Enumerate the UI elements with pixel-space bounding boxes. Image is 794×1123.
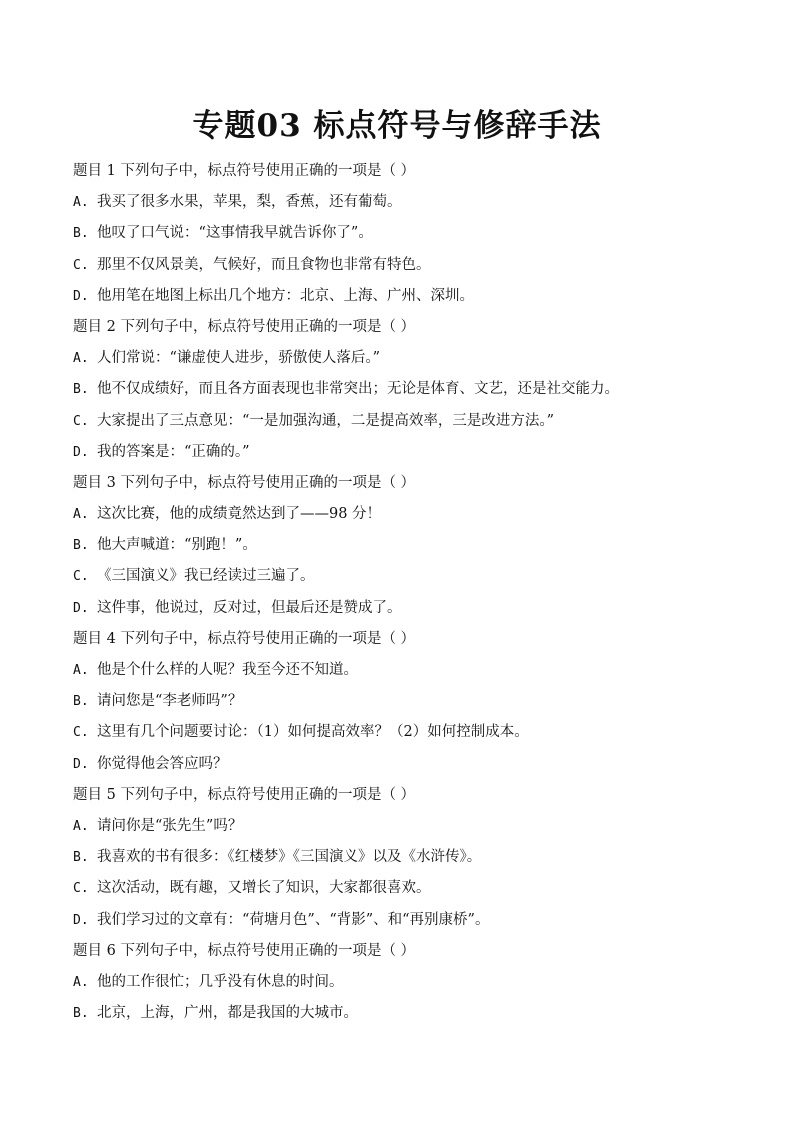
option-letter: C.: [73, 881, 89, 897]
question-block: [73, 156, 753, 312]
option-letter: A.: [73, 195, 89, 211]
option-text: 请问您是“李老师吗”？: [97, 693, 243, 710]
answer-option: [73, 998, 753, 1029]
option-letter: B.: [73, 226, 89, 242]
option-letter: B.: [73, 1006, 89, 1022]
answer-option: [73, 561, 753, 592]
option-letter: C.: [73, 257, 89, 273]
question-block: [73, 780, 753, 936]
option-text: 这里有几个问题要讨论：（1）如何提高效率？（2）如何控制成本。: [97, 724, 529, 741]
option-letter: B.: [73, 694, 89, 710]
option-letter: D.: [73, 444, 89, 460]
option-letter: B.: [73, 538, 89, 554]
answer-option: [73, 250, 753, 281]
option-text: 你觉得他会答应吗？: [97, 755, 228, 772]
answer-option: [73, 281, 753, 312]
answer-option: [73, 655, 753, 686]
question-stem: 题目 2 下列句子中，标点符号使用正确的一项是（ ）: [73, 318, 416, 335]
option-letter: C.: [73, 569, 89, 585]
question-stem: 题目 1 下列句子中，标点符号使用正确的一项是（ ）: [73, 163, 416, 179]
question-stem: 题目 4 下列句子中，标点符号使用正确的一项是（ ）: [73, 630, 416, 647]
question-stem: 题目 5 下列句子中，标点符号使用正确的一项是（ ）: [73, 786, 416, 803]
question-block: [73, 312, 753, 468]
answer-option: [73, 593, 753, 624]
question-stem: 题目 6 下列句子中，标点符号使用正确的一项是（ ）: [73, 942, 416, 959]
answer-option: [73, 530, 753, 561]
option-text: 他是个什么样的人呢？我至今还不知道。: [97, 662, 358, 678]
option-text: 他不仅成绩好，而且各方面表现也非常突出；无论是体育、文艺，还是社交能力。: [97, 381, 619, 398]
answer-option: [73, 686, 753, 717]
answer-option: [73, 499, 753, 530]
option-text: 那里不仅风景美，气候好，而且食物也非常有特色。: [97, 256, 431, 273]
option-text: 我们学习过的文章有：“荷塘月色”、“背影”、和“再别康桥”。: [97, 911, 490, 928]
option-letter: B.: [73, 850, 89, 866]
option-text: 请问你是“张先生”吗？: [97, 817, 243, 834]
option-text: 人们常说：“谦虚使人进步，骄傲使人落后。”: [97, 350, 381, 367]
answer-option: [73, 967, 753, 998]
page-title: 专题03 标点符号与修辞手法: [192, 108, 602, 144]
answer-option: [73, 374, 753, 405]
option-text: 《三国演义》我已经读过三遍了。: [97, 568, 315, 585]
answer-option: [73, 905, 753, 936]
answer-option: [73, 873, 753, 904]
question-list: [73, 156, 753, 1029]
option-letter: D.: [73, 756, 89, 772]
question-stem: 题目 3 下列句子中，标点符号使用正确的一项是（ ）: [73, 474, 416, 491]
option-letter: A.: [73, 507, 89, 523]
option-text: 这次比赛，他的成绩竟然达到了——98 分！: [97, 506, 382, 523]
option-text: 他大声喊道：“别跑！”。: [97, 537, 257, 554]
option-letter: D.: [73, 288, 89, 304]
option-text: 我的答案是：“正确的。”: [97, 443, 250, 460]
option-text: 我买了很多水果，苹果，梨，香蕉，还有葡萄。: [97, 194, 402, 211]
answer-option: [73, 717, 753, 748]
option-text: 他的工作很忙；几乎没有休息的时间。: [97, 973, 344, 990]
option-text: 这次活动，既有趣，又增长了知识，大家都很喜欢。: [97, 880, 431, 897]
option-letter: D.: [73, 600, 89, 616]
answer-option: [73, 749, 753, 780]
option-text: 大家提出了三点意见：“一是加强沟通，二是提高效率，三是改进方法。”: [97, 412, 555, 429]
option-letter: B.: [73, 382, 89, 398]
option-text: 这件事，他说过，反对过，但最后还是赞成了。: [97, 599, 402, 616]
option-text: 北京，上海，广州，都是我国的大城市。: [97, 1005, 358, 1022]
option-text: 他叹了口气说：“这事情我早就告诉你了”。: [97, 225, 373, 242]
answer-option: [73, 811, 753, 842]
option-letter: A.: [73, 974, 89, 990]
answer-option: [73, 842, 753, 873]
question-block: [73, 468, 753, 624]
option-text: 他用笔在地图上标出几个地方：北京、上海、广州、深圳。: [97, 287, 474, 304]
option-letter: C.: [73, 413, 89, 429]
option-text: 我喜欢的书有很多：《红楼梦》《三国演义》以及《水浒传》。: [97, 849, 482, 866]
option-letter: A.: [73, 351, 89, 367]
option-letter: A.: [73, 663, 89, 678]
answer-option: [73, 187, 753, 218]
option-letter: D.: [73, 912, 89, 928]
answer-option: [73, 437, 753, 468]
question-block: [73, 936, 753, 1030]
answer-option: [73, 218, 753, 249]
option-letter: C.: [73, 725, 89, 741]
answer-option: [73, 406, 753, 437]
question-block: [73, 624, 753, 780]
option-letter: A.: [73, 818, 89, 834]
answer-option: [73, 343, 753, 374]
